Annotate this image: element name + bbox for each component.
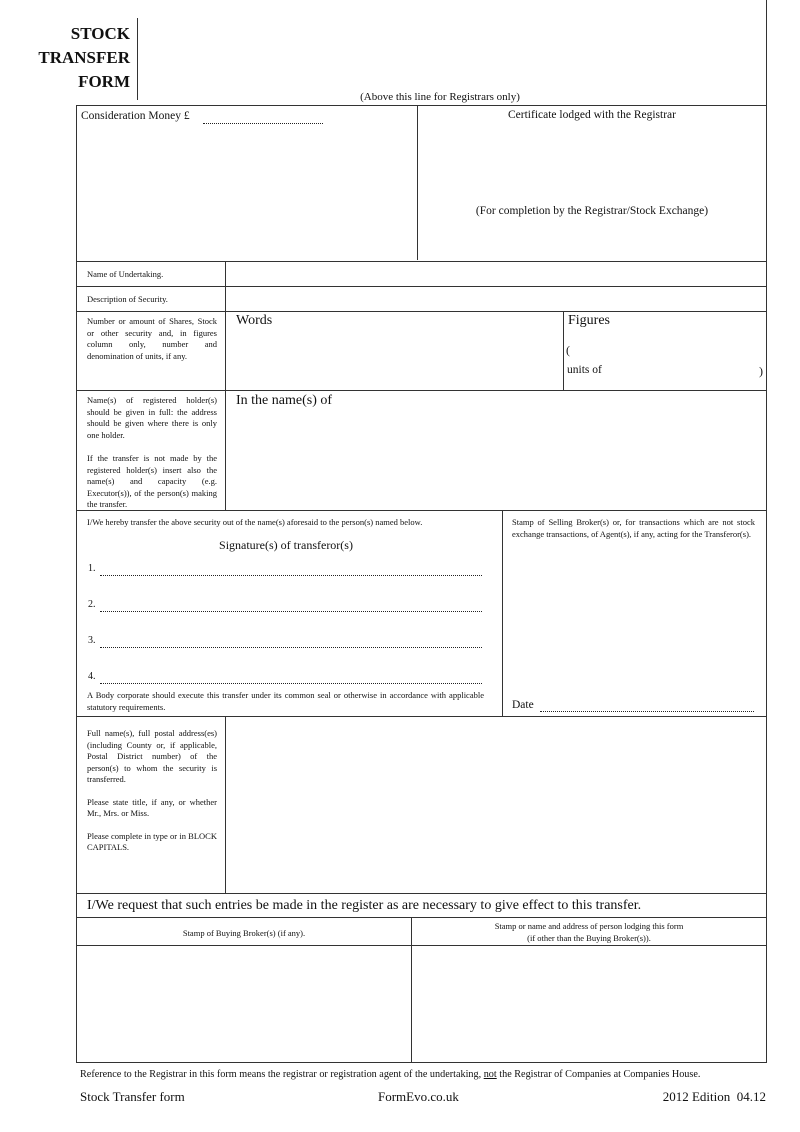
figures-label: Figures <box>568 313 610 328</box>
lodging-label-line: Stamp or name and address of person lodging this form <box>494 921 684 931</box>
signature-line-3[interactable] <box>100 647 482 648</box>
amount-label: Number or amount of Shares, Stock or other security and, in figures column only, number and denomination of units, if any. <box>87 316 217 361</box>
registrar-reference-not: not <box>483 1069 497 1080</box>
registrar-reference-text: Reference to the Registrar in this form means the registrar or registration agent of the undertaking, <box>80 1069 484 1080</box>
transferee-details-field[interactable] <box>226 717 766 893</box>
lodging-label <box>412 921 766 944</box>
security-label: Description of Security. <box>87 294 168 304</box>
holders-label-text-2: If the transfer is not made by the registered holder(s) insert also the name(s) and capacity (e.g. Executor(s)), of the person(s) making the transfer. <box>87 453 217 509</box>
registrar-note: (Above this line for Registrars only) <box>360 91 520 103</box>
figures-field[interactable] <box>576 343 756 383</box>
registrar-reference-text: the Registrar of Companies at Companies House. <box>496 1069 701 1080</box>
date-input-line[interactable] <box>540 711 754 712</box>
register-request: I/We request that such entries be made in the register as are necessary to give effect to this transfer. <box>87 898 642 913</box>
certificate-completion-note: (For completion by the Registrar/Stock Exchange) <box>475 205 709 217</box>
transferee-label-text-1: Full name(s), full postal address(es) (including County or, if applicable, Postal District number) of the person(s) to whom the security is transferred. <box>87 728 217 784</box>
figures-close-paren: ) <box>759 364 763 378</box>
signature-number: 1. <box>88 563 96 574</box>
form-title-line: STOCK <box>70 24 130 43</box>
signature-number: 2. <box>88 599 96 610</box>
footer-edition: 2012 Edition 04.12 <box>662 1089 766 1104</box>
transferee-label <box>87 728 217 854</box>
security-field[interactable] <box>226 287 766 311</box>
buying-broker-stamp-area[interactable] <box>77 946 411 1062</box>
consideration-input-line[interactable] <box>203 123 323 124</box>
form-title-line: FORM <box>78 72 130 91</box>
words-field[interactable] <box>226 330 563 390</box>
selling-broker-label: Stamp of Selling Broker(s) or, for transactions which are not stock exchange transactions, of Agent(s), if any, acting for the Transferor(s). <box>512 517 755 539</box>
lodging-label-line: (if other than the Buying Broker(s)). <box>527 932 651 943</box>
body-corporate-note: A Body corporate should execute this transfer under its common seal or otherwise in accordance with applicable statutory requirements. <box>87 690 484 712</box>
signature-line-4[interactable] <box>100 683 482 684</box>
holders-names-label: In the name(s) of <box>236 393 333 408</box>
certificate-label: Certificate lodged with the Registrar <box>508 109 676 121</box>
signature-line-2[interactable] <box>100 611 482 612</box>
form-title <box>20 22 130 94</box>
registrar-reference <box>80 1069 770 1080</box>
units-of-label: units of <box>567 364 602 376</box>
undertaking-field[interactable] <box>226 262 766 286</box>
lodging-stamp-area[interactable] <box>412 946 766 1062</box>
signature-number: 4. <box>88 671 96 682</box>
date-label: Date <box>512 699 534 711</box>
words-label: Words <box>236 313 273 328</box>
transfer-declaration: I/We hereby transfer the above security out of the name(s) aforesaid to the person(s) named below. <box>87 517 423 527</box>
footer-form-name: Stock Transfer form <box>80 1089 185 1104</box>
signature-line-1[interactable] <box>100 575 482 576</box>
holders-names-field[interactable] <box>226 412 766 508</box>
holders-label <box>87 395 217 511</box>
consideration-label: Consideration Money £ <box>81 110 190 122</box>
form-title-line: TRANSFER <box>38 48 130 67</box>
footer-site: FormEvo.co.uk <box>378 1089 459 1104</box>
signature-heading: Signature(s) of transferor(s) <box>219 538 353 552</box>
undertaking-label: Name of Undertaking. <box>87 269 164 279</box>
transferee-label-text-3: Please complete in type or in BLOCK CAPITALS. <box>87 830 217 852</box>
holders-label-text-1: Name(s) of registered holder(s) should be given in full: the address should be given where there is only one holder. <box>87 395 217 440</box>
buying-broker-label: Stamp of Buying Broker(s) (if any). <box>182 928 306 938</box>
selling-broker-stamp-area[interactable] <box>503 555 766 695</box>
signature-number: 3. <box>88 635 96 646</box>
transferee-label-text-2: Please state title, if any, or whether Mr., Mrs. or Miss. <box>87 796 217 818</box>
figures-open-paren: ( <box>566 343 570 357</box>
